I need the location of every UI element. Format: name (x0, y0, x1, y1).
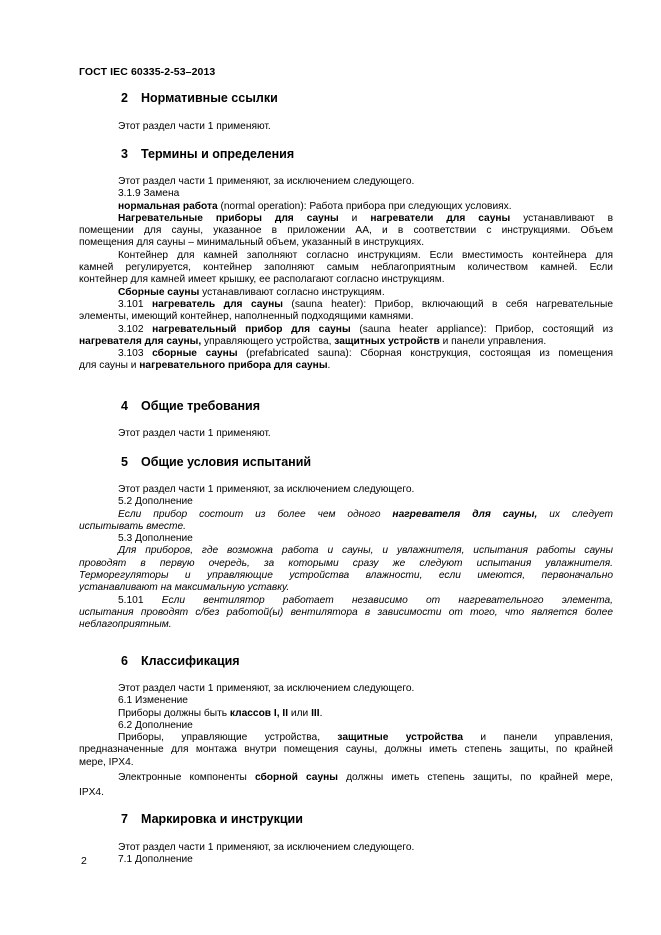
paragraph (79, 842, 613, 867)
section-4-heading (121, 399, 260, 413)
text-line: Нагревательные приборы для сауны и нагреватели для сауны устанавливают в (118, 212, 614, 224)
text-line: 5.3 Дополнение (118, 533, 193, 545)
paragraph (79, 484, 613, 632)
text-line: Для приборов, где возможна работа и сауны, и увлажнителя, испытания работы сауны (118, 545, 613, 557)
text-line: Контейнер для камней заполняют согласно инструкциям. Если вместимость контейнера для (118, 249, 613, 261)
text-line: Терморегуляторы и управляющие устройства влажности, если имеются, первоначально (79, 570, 613, 582)
section-number: 7 (121, 812, 128, 826)
text-line: 5.2 Дополнение (118, 496, 193, 508)
text-line: Электронные компоненты сборной сауны должны иметь степень защиты, по крайней мере, (118, 772, 613, 784)
section-number: 6 (121, 654, 128, 668)
text-line: 5.101 Если вентилятор работает независимо от нагревательного элемента, (118, 594, 613, 606)
section-title: Нормативные ссылки (141, 91, 278, 105)
text-line: 3.101 нагреватель для сауны (sauna heater): Прибор, включающий в себя нагревательные (118, 298, 614, 310)
text-line: Этот раздел части 1 применяют. (118, 428, 271, 439)
paragraph (79, 176, 613, 373)
text-line: 3.103 сборные сауны (prefabricated sauna): Сборная конструкция, состоящая из помещения (118, 348, 613, 360)
paragraph (79, 121, 613, 133)
text-line: помещении для сауны, указанное в приложении АА, и в соответствии с инструкциями. Объем (79, 225, 613, 237)
text-line: 6.2 Дополнение (118, 719, 193, 731)
text-line: испытания проводят с/без работой(ы) вентилятора в зависимости от того, что является более (79, 606, 613, 618)
text-line: предназначенные для монтажа внутри помещения сауны, должны иметь степень защиты, по крайней (79, 744, 613, 756)
text-line: помещения для сауны – минимальный объем, указанный в инструкциях. (79, 237, 425, 249)
text-line: элементы, имеющий контейнер, наполненный подходящими камнями. (79, 311, 414, 323)
text-line: 3.1.9 Замена (118, 188, 180, 200)
text-line: Если прибор состоит из более чем одного нагревателя для сауны, их следует (118, 508, 613, 520)
document-header: ГОСТ IEC 60335-2-53–2013 (79, 66, 216, 78)
section-6-heading (121, 654, 240, 668)
text-line: 3.102 нагревательный прибор для сауны (sauna heater appliance): Прибор, состоящий из (118, 323, 614, 335)
page-number: 2 (81, 855, 87, 867)
text-line: контейнер для камней имеет крышку, ее располагают согласно инструкциям. (79, 274, 445, 286)
text-line: 6.1 Изменение (118, 695, 188, 707)
section-title: Маркировка и инструкции (141, 812, 303, 826)
text-line: Этот раздел части 1 применяют, за исключением следующего. (118, 842, 415, 853)
text-line: устанавливают на максимальную уставку. (79, 582, 290, 594)
text-line: Приборы, управляющие устройства, защитные устройства и панели управления, (118, 732, 613, 744)
text-line: мере, IPX4. (79, 756, 134, 768)
section-title: Термины и определения (141, 147, 295, 161)
section-number: 5 (121, 455, 128, 469)
text-line: неблагоприятным. (79, 619, 172, 631)
paragraph (79, 428, 613, 440)
text-line: Этот раздел части 1 применяют. (118, 121, 271, 132)
section-title: Общие требования (141, 399, 261, 413)
section-2-heading (121, 91, 278, 105)
text-line: Приборы должны быть классов I, II или III. (118, 707, 323, 719)
text-line: Сборные сауны устанавливают согласно инструкциям. (118, 286, 385, 298)
section-number: 4 (121, 399, 128, 413)
text-line: камней регулируется, контейнер заполняют самым неблагоприятным количеством камней. Если (79, 262, 613, 274)
text-line: нормальная работа (normal operation): Работа прибора при следующих условиях. (118, 200, 512, 212)
section-3-heading (121, 147, 294, 161)
text-line: Этот раздел части 1 применяют, за исключением следующего. (118, 176, 415, 187)
text-line: 7.1 Дополнение (118, 854, 193, 866)
text-line: проводят в первую очередь, за которыми сразу же следуют испытания увлажнителя. (79, 557, 613, 569)
section-number: 2 (121, 91, 128, 105)
text-line: испытывать вместе. (79, 520, 186, 532)
section-7-heading (121, 812, 303, 826)
paragraph (79, 683, 613, 800)
section-number: 3 (121, 147, 128, 161)
section-title: Классификация (141, 654, 240, 668)
text-line: Этот раздел части 1 применяют, за исключением следующего. (118, 484, 415, 495)
text-line: нагревателя для сауны, управляющего устройства, защитных устройств и панели управления. (79, 335, 547, 347)
text-line: IPX4. (79, 787, 104, 799)
text-line: Этот раздел части 1 применяют, за исключением следующего. (118, 683, 415, 694)
text-line: для сауны и нагревательного прибора для сауны. (79, 360, 331, 372)
section-title: Общие условия испытаний (141, 455, 312, 469)
section-5-heading (121, 455, 311, 469)
